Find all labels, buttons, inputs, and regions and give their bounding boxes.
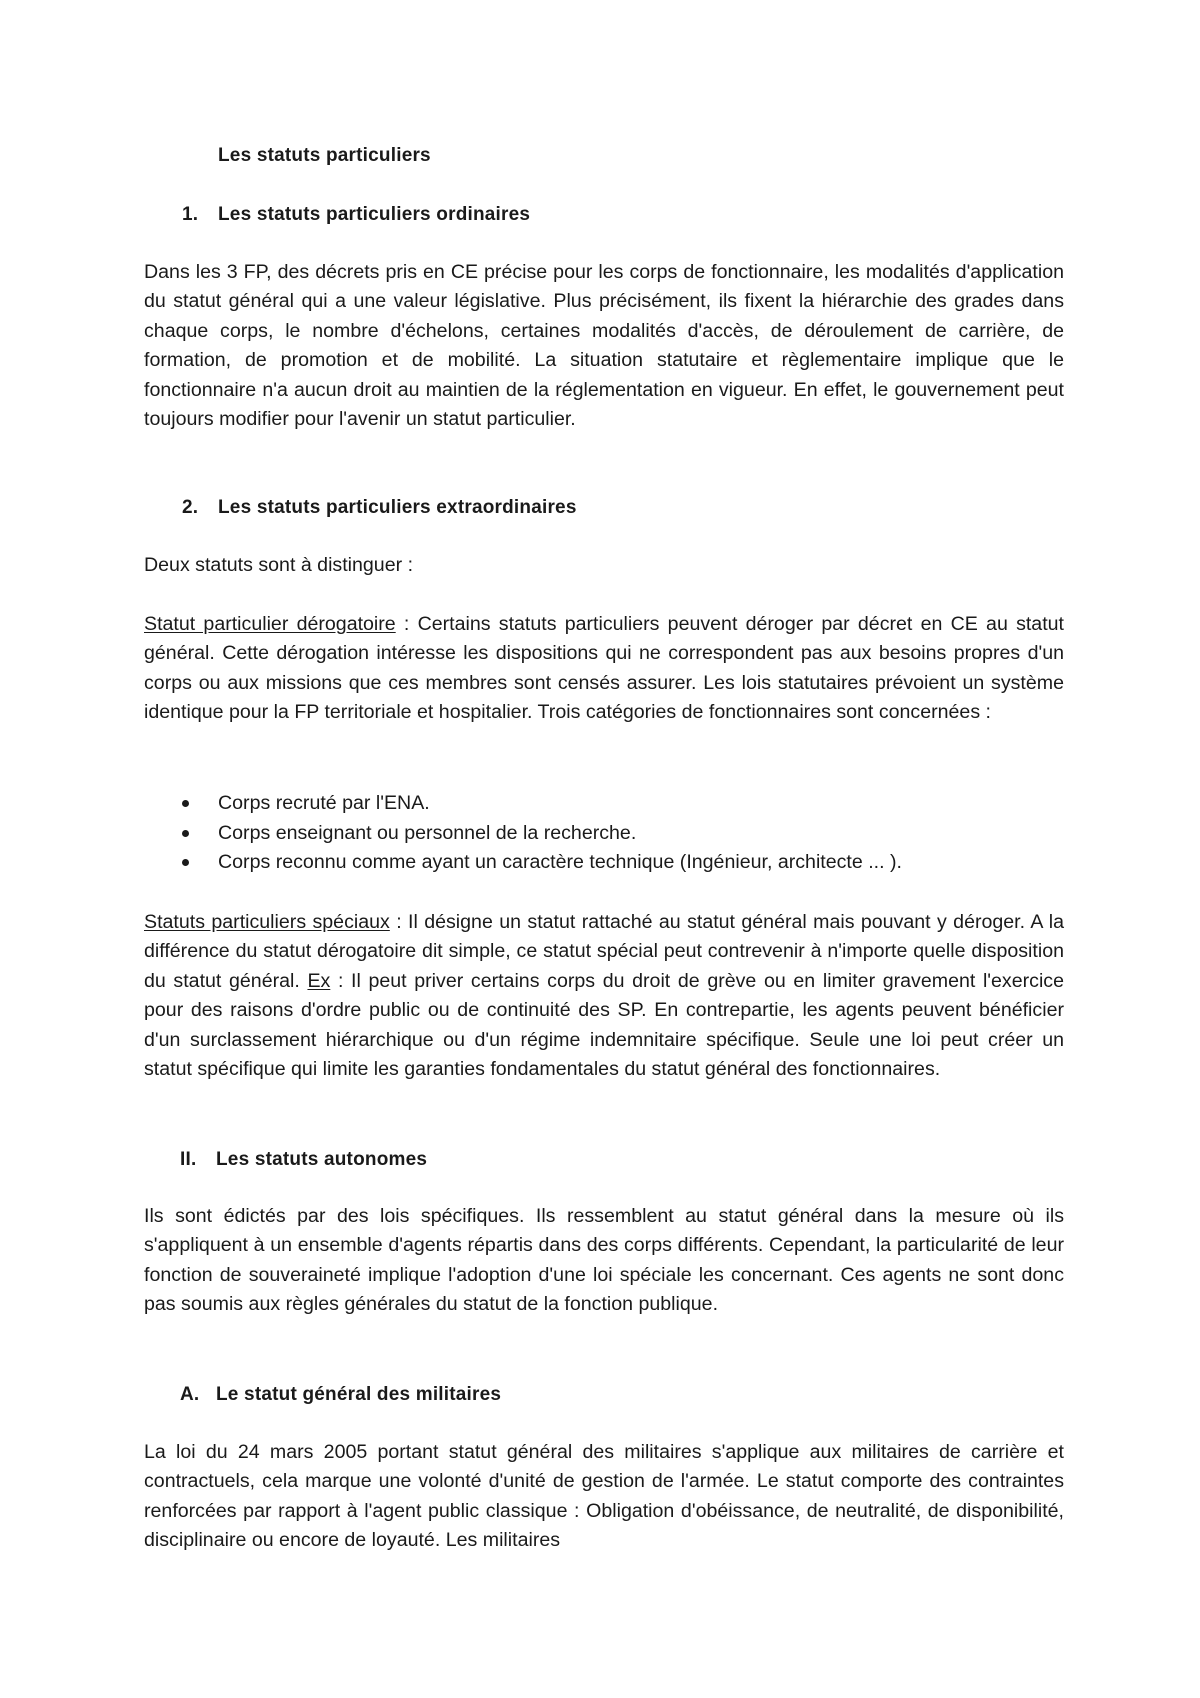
section-number: 2.	[182, 497, 199, 518]
list-item: Corps reconnu comme ayant un caractère technique (Ingénieur, architecte ... ).	[144, 848, 1064, 878]
bullet-icon	[182, 830, 189, 837]
section-title: Le statut général des militaires	[216, 1384, 502, 1405]
paragraph-intro: Deux statuts sont à distinguer :	[144, 554, 414, 576]
section-title: Les statuts particuliers extraordinaires	[218, 497, 577, 518]
section-number: A.	[180, 1384, 200, 1405]
section-heading-2	[182, 493, 577, 522]
list-item: Corps recruté par l'ENA.	[144, 789, 1064, 819]
term-text: : Il désigne un statut rattaché au statut général mais pouvant y déroger. A la différence du statut dérogatoire dit simple, ce statut spécial peut contrevenir à n'importe quelle disposition du statut général.	[144, 911, 1064, 992]
section-number: 1.	[182, 204, 199, 225]
section-number: II.	[180, 1149, 197, 1170]
section-title: Les statuts particuliers ordinaires	[218, 204, 531, 225]
section-heading-4	[180, 1380, 501, 1409]
example-label: Ex	[307, 969, 331, 992]
paragraph-derogatoire	[144, 610, 1064, 728]
paragraph-speciaux	[144, 908, 1064, 1084]
paragraph-militaires: La loi du 24 mars 2005 portant statut général des militaires s'applique aux militaires de carrière et contractuels, cela marque une volonté d'unité de gestion de l'armée. Le statut comporte des contraintes renforcées par rapport à l'agent public classique : Obligation d'obéissance, de neutralité, de disponibilité, disciplinaire ou encore de loyauté. Les militaires	[144, 1441, 1064, 1552]
section-heading-3	[180, 1145, 427, 1174]
paragraph-ordinaires: Dans les 3 FP, des décrets pris en CE précise pour les corps de fonctionnaire, les modalités d'application du statut général qui a une valeur législative. Plus précisément, ils fixent la hiérarchie des grades dans chaque corps, le nombre d'échelons, certaines modalités d'accès, de déroulement de carrière, de formation, de promotion et de mobilité. La situation statutaire et règlementaire implique que le fonctionnaire n'a aucun droit au maintien de la réglementation en vigueur. En effet, le gouvernement peut toujours modifier pour l'avenir un statut particulier.	[144, 261, 1064, 431]
term-label: Statuts particuliers spéciaux	[144, 911, 390, 933]
list-item: Corps enseignant ou personnel de la recherche.	[144, 819, 1064, 849]
term-text: : Certains statuts particuliers peuvent déroger par décret en CE au statut général. Cette dérogation intéresse les dispositions qui ne correspondent pas aux besoins propres d'un corps ou aux missions que ces membres sont censés assurer. Les lois statutaires prévoient un système identique pour la FP territoriale et hospitalier. Trois catégories de fonctionnaires sont concernées :	[144, 613, 1064, 724]
paragraph-autonomes: Ils sont édictés par des lois spécifiques. Ils ressemblent au statut général dans la mesure où ils s'appliquent à un ensemble d'agents répartis dans des corps différents. Cependant, la particularité de leur fonction de souveraineté implique l'adoption d'une loi spéciale les concernant. Ces agents ne sont donc pas soumis aux règles générales du statut de la fonction publique.	[144, 1205, 1064, 1316]
bullet-icon	[182, 800, 189, 807]
section-title: Les statuts autonomes	[216, 1149, 428, 1170]
section-heading-1	[182, 200, 530, 229]
term-text: : Il peut priver certains corps du droit de grève ou en limiter gravement l'exercice pour des raisons d'ordre public ou de continuité des SP. En contrepartie, les agents peuvent bénéficier d'un surclassement hiérarchique ou d'un régime indemnitaire spécifique. Seule une loi peut créer un statut spécifique qui limite les garanties fondamentales du statut général des fonctionnaires.	[144, 969, 1064, 1081]
bullet-list	[144, 789, 1064, 878]
bullet-icon	[182, 859, 189, 866]
term-label: Statut particulier dérogatoire	[144, 613, 396, 635]
document-title: Les statuts particuliers	[218, 145, 431, 166]
